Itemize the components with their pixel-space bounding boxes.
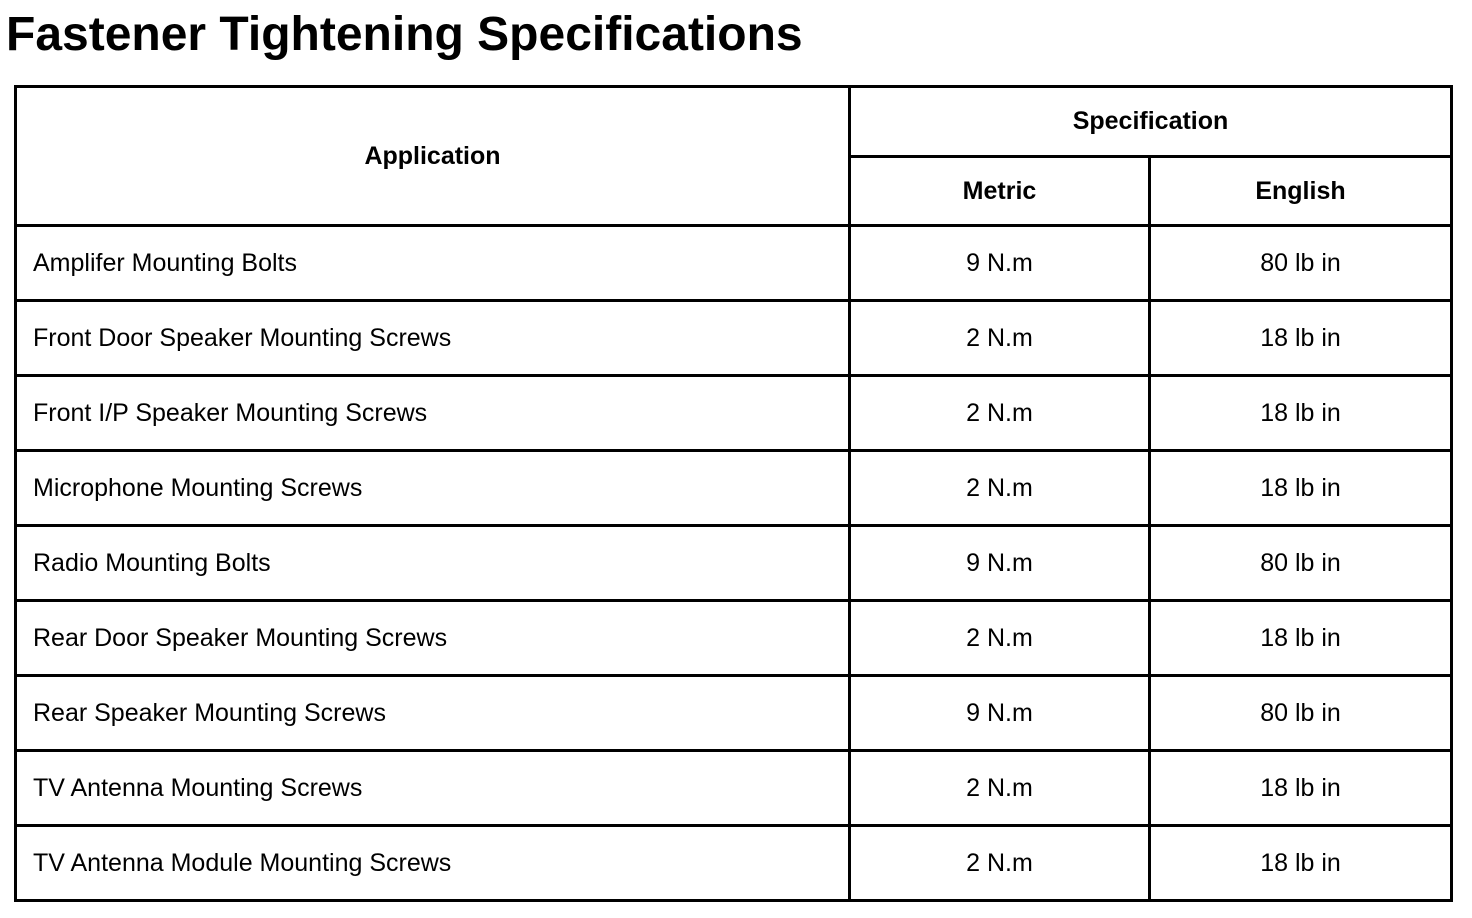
table-row bbox=[16, 376, 1452, 451]
english-cell: 18 lb in bbox=[1150, 451, 1452, 526]
table-row bbox=[16, 676, 1452, 751]
metric-cell: 9 N.m bbox=[850, 226, 1150, 301]
metric-cell: 2 N.m bbox=[850, 451, 1150, 526]
application-cell: Microphone Mounting Screws bbox=[16, 451, 850, 526]
application-cell: Amplifer Mounting Bolts bbox=[16, 226, 850, 301]
table-row bbox=[16, 751, 1452, 826]
metric-cell: 2 N.m bbox=[850, 301, 1150, 376]
table-row bbox=[16, 826, 1452, 901]
metric-cell: 9 N.m bbox=[850, 676, 1150, 751]
page-title: Fastener Tightening Specifications bbox=[6, 8, 803, 61]
english-cell: 80 lb in bbox=[1150, 676, 1452, 751]
header-row-1 bbox=[16, 87, 1452, 157]
english-cell: 80 lb in bbox=[1150, 226, 1452, 301]
metric-header: Metric bbox=[850, 157, 1150, 226]
table-header bbox=[16, 87, 1452, 226]
application-cell: Radio Mounting Bolts bbox=[16, 526, 850, 601]
application-header: Application bbox=[16, 87, 850, 226]
table-row bbox=[16, 301, 1452, 376]
metric-cell: 2 N.m bbox=[850, 376, 1150, 451]
specifications-table bbox=[14, 85, 1453, 902]
application-cell: TV Antenna Mounting Screws bbox=[16, 751, 850, 826]
english-header: English bbox=[1150, 157, 1452, 226]
application-cell: Rear Door Speaker Mounting Screws bbox=[16, 601, 850, 676]
english-cell: 18 lb in bbox=[1150, 826, 1452, 901]
application-cell: Rear Speaker Mounting Screws bbox=[16, 676, 850, 751]
table-row bbox=[16, 601, 1452, 676]
english-cell: 18 lb in bbox=[1150, 376, 1452, 451]
table-row bbox=[16, 451, 1452, 526]
metric-cell: 2 N.m bbox=[850, 826, 1150, 901]
english-cell: 18 lb in bbox=[1150, 601, 1452, 676]
english-cell: 18 lb in bbox=[1150, 751, 1452, 826]
table-body bbox=[16, 226, 1452, 901]
english-cell: 18 lb in bbox=[1150, 301, 1452, 376]
table-row bbox=[16, 526, 1452, 601]
specification-header: Specification bbox=[850, 87, 1452, 157]
table-row bbox=[16, 226, 1452, 301]
metric-cell: 2 N.m bbox=[850, 601, 1150, 676]
application-cell: Front Door Speaker Mounting Screws bbox=[16, 301, 850, 376]
metric-cell: 2 N.m bbox=[850, 751, 1150, 826]
application-cell: Front I/P Speaker Mounting Screws bbox=[16, 376, 850, 451]
metric-cell: 9 N.m bbox=[850, 526, 1150, 601]
application-cell: TV Antenna Module Mounting Screws bbox=[16, 826, 850, 901]
english-cell: 80 lb in bbox=[1150, 526, 1452, 601]
